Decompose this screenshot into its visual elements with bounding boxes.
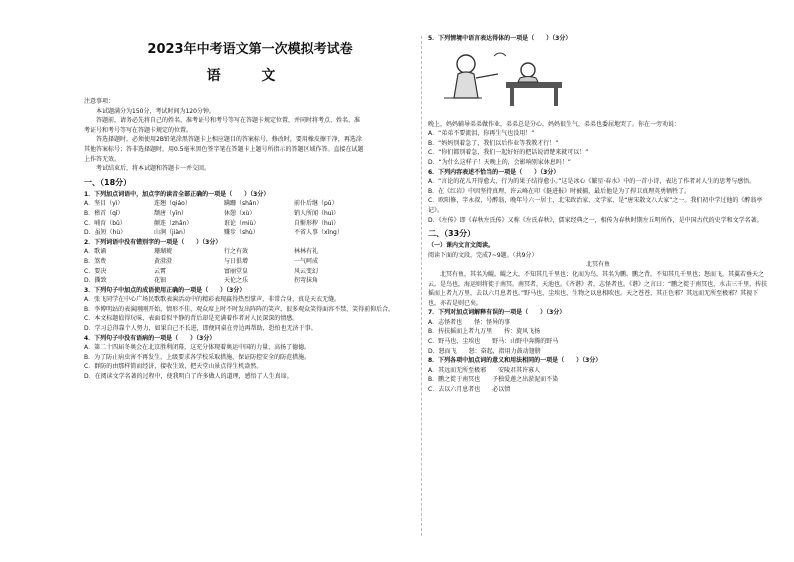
part2-subheading: （一）课内文言文阅读。 xyxy=(428,242,495,250)
option: 与日俱增 xyxy=(224,257,249,265)
option: 林林有礼 xyxy=(294,248,319,256)
q3-stem: 3．下列句子中加点的成语使用正确的一项是（ ）（3分） xyxy=(84,286,246,294)
part2-heading: 二、（33分） xyxy=(428,229,476,239)
notice-item: 答选择题时，必须使用2B铅笔涂黑答题卡上相应题目的答案标号，修改时，要用橡皮擦干净，再选涂 xyxy=(96,136,362,144)
passage-text: 北冥有鱼，其名为鲲。鲲之大，不知其几千里也；化而为鸟，其名为鹏。鹏之背，不知其几千里也；怒而飞，其翼若垂天之云。是鸟也，海运则将徙于南冥。南冥者，天池也。《齐谐》者，志怪者也。《谐》之言曰：“鹏之徙于南冥也，水击三千里，抟扶摇而上者九万里，去以六月息者也。”野马也，尘埃也，生物之以息相吹也。天之苍苍，其正色邪？其远而无所至极邪？其视下也，亦若是则已矣。 xyxy=(428,270,768,307)
option: 颠连（zhān） xyxy=(154,219,193,227)
notice-item: 考证号和考号等写在答题卡规定的位置。 xyxy=(84,126,193,134)
q7-option: C．野马也，尘埃也 野马：山野中奔腾的野马 xyxy=(428,338,559,346)
cartoon-illustration-icon xyxy=(436,48,566,110)
q8-option: C．去以六月息者也 必以情 xyxy=(428,386,511,394)
passage-title: 北冥有鱼 xyxy=(585,261,610,269)
q4-option: D．在阅读文学名著的过程中，使我明白了许多做人的道理，感悟了人生真谛。 xyxy=(84,373,293,381)
option: A．坚目（yì） xyxy=(84,200,124,208)
option: B．煞费 xyxy=(84,257,107,265)
option: C．哺育（bǔ） xyxy=(84,219,126,227)
option: 天伦之乐 xyxy=(224,277,249,285)
notice-label: 注意事项： xyxy=(84,98,115,105)
option: 黄澄澄 xyxy=(154,257,173,265)
q3-option: C．本文标题值得玩味，表面看似平静的背后却是充满着作者对人民深深的情感。 xyxy=(84,315,299,323)
q3-option: A．张飞同学在中心广场民歌歌表演活动中的精彩表现赢得热烈掌声，非常合身，真是天衣无缝。 xyxy=(84,296,341,304)
option: B．稽首（qǐ） xyxy=(84,209,124,217)
q3-option: D．学习总得靠个人努力，如果自己不长进，即便同桌在旁边再帮助，恐怕也无济于事。 xyxy=(84,325,317,333)
q5-context: 晚上，妈妈辅导弟弟做作业，弟弟总是分心，妈妈很生气，弟弟也委屈地哭了。你在一旁劝说： xyxy=(428,120,681,128)
q1-stem: 1．下列加点词语中，加点字的读音全部正确的一项是（ ）（3分） xyxy=(84,190,270,198)
option: 连翘（qiáo） xyxy=(154,200,191,208)
notice-item: 上作答无效。 xyxy=(84,155,121,163)
part2-instruction: 阅读下面的文段，完成7~9题。（共9分） xyxy=(428,251,538,259)
option: 行之有效 xyxy=(224,248,249,256)
notice-item: 其他答案标号；答非选择题时，用0.5毫米黑色签字笔在答题卡上题号所指示的答题区域作答。直接在试题 xyxy=(84,145,364,153)
q5-option: C．“你们都别着急，我们一起好好的把话说清楚来就可以！” xyxy=(428,149,589,157)
option: 销人所闻（huì） xyxy=(294,209,340,217)
notice-list xyxy=(84,107,416,174)
q7-option: B．抟扶摇而上者九万里 抟：旋风飞扬 xyxy=(428,328,541,336)
option: 花钿 xyxy=(154,277,167,285)
option: 不省人事（xǐng） xyxy=(294,229,343,237)
q7-option: D．怒而飞 怒：奋起，指用力鼓动翅膀 xyxy=(428,347,541,355)
q4-option: A．第二十四届冬奥会在北京胜利闭幕，这充分体现着奥运中国的力量，高扬了德德。 xyxy=(84,344,311,352)
q2-stem: 2．下列词语中没有错别字的一项是（ ）（3分） xyxy=(84,238,222,246)
option: 蹒跚（shān） xyxy=(224,200,263,208)
option: 颓唐（yīn） xyxy=(154,209,188,217)
option: 风云变幻 xyxy=(294,267,319,275)
q6-stem: 6．下列内容表述不恰当的一项是（ ）（3分） xyxy=(428,168,560,176)
option: 拐弯抹角 xyxy=(294,277,319,285)
right-column xyxy=(428,34,768,395)
option: 休憩（xù） xyxy=(224,209,256,217)
q2-options xyxy=(84,247,416,285)
q4-option: B．为了防止病虫害不再发生，上级要求各学校采取措施，保证防控安全的防范措施。 xyxy=(84,353,311,361)
q8-option: A．其远而无所至极邪 安陵君其许寡人 xyxy=(428,366,541,374)
notice-item: 考试结束后，将本试题和答题卡一并交回。 xyxy=(96,165,211,173)
option: 自惭形秽（huì） xyxy=(294,219,340,227)
q8-stem: 8．下列各项中加点词的意义和用法相同的一项是（ ）（3分） xyxy=(428,357,602,365)
option: 一气呵成 xyxy=(294,257,319,265)
q8-option: B．鹏之徙于南冥也 予独爱莲之出淤泥而不染 xyxy=(428,376,559,384)
q7-stem: 7．下列对加点词解释有误的一项是（ ）（3分） xyxy=(428,309,566,317)
option: 诳论（miù） xyxy=(224,219,260,227)
q6-option: C．欧阳修，字永叔，号醉翁，晚年号六一居士，北宋政治家、文学家，是“唐宋散文八大家”之一。我们初中学过他的《醉翁亭记》。 xyxy=(428,197,763,214)
option: 珊瑚琥 xyxy=(154,248,173,256)
q3-option: B．李博明站的表演刚刚开始，情形不佳，观众席上时不时发出阵阵的笑声，很多观众笑得面容不禁，笑得前仰后合。 xyxy=(84,305,395,313)
q5-option: B．“妈妈别着急了，我们以后作业等我教才行！” xyxy=(428,139,559,147)
option: 赚步（shù） xyxy=(224,229,259,237)
option: 山涧（jiàn） xyxy=(154,229,189,237)
subject-title: 语 文 xyxy=(206,68,294,84)
column-divider xyxy=(421,36,422,536)
option: 云霄 xyxy=(154,267,167,275)
notice-item: 本试题满分为150分，考试时间为120分钟。 xyxy=(96,107,215,115)
option: A．歌诵 xyxy=(84,248,107,256)
q4-stem: 4．下列句子中没有语病的一项是（ ）（3分） xyxy=(84,334,216,342)
option: D．撕致 xyxy=(84,277,107,285)
option: 前仆后继（pū） xyxy=(294,200,338,208)
option: D．虽短（hù） xyxy=(84,229,127,237)
q7-option: A．志怪者也 怪：怪异的事 xyxy=(428,318,511,326)
option: 富丽堂皇 xyxy=(224,267,249,275)
q6-option: D．《左传》即《春秋左氏传》又称《左氏春秋》，儒家经典之一，相传为春秋时期左丘明所作，是中国古代的史学和文学名著。 xyxy=(428,216,763,224)
q6-option: A．“言论的花儿开得愈大，行为的果子结得愈小。”这是冰心《繁星·春水》中的一首小诗，表达了作者对人生的思考与感悟。 xyxy=(428,178,756,186)
q1-options xyxy=(84,199,416,237)
exam-title: 2023年中考语文第一次模拟考试卷 xyxy=(147,42,353,57)
q6-option: B．在《红岩》中因坚持真理，许云峰在印《挺进报》时被捕，最后他是为了捍卫真理英勇牺牲了。 xyxy=(428,187,691,195)
option: C．要决 xyxy=(84,267,107,275)
left-column xyxy=(84,34,416,382)
q5-option: A．“弟弟不要流泪，你再生气也没用！” xyxy=(428,130,535,138)
q5-option: D．“为什么这样子！天晚上的，会影响别家休息吗！” xyxy=(428,158,571,166)
q4-option: C．群防的由那样简而经济，接收生效，把天堂山景点得生机盎然。 xyxy=(84,363,263,371)
part1-heading: 一、（18分） xyxy=(84,177,132,187)
notice-item: 答题前，请务必先将自己的姓名、准考证号和考号等写在答题卡规定位置，并同时将考点、姓名、准 xyxy=(96,117,361,125)
q5-stem: 5．下列情境中语言表达得体的一项是（ ）（3分） xyxy=(428,35,572,42)
